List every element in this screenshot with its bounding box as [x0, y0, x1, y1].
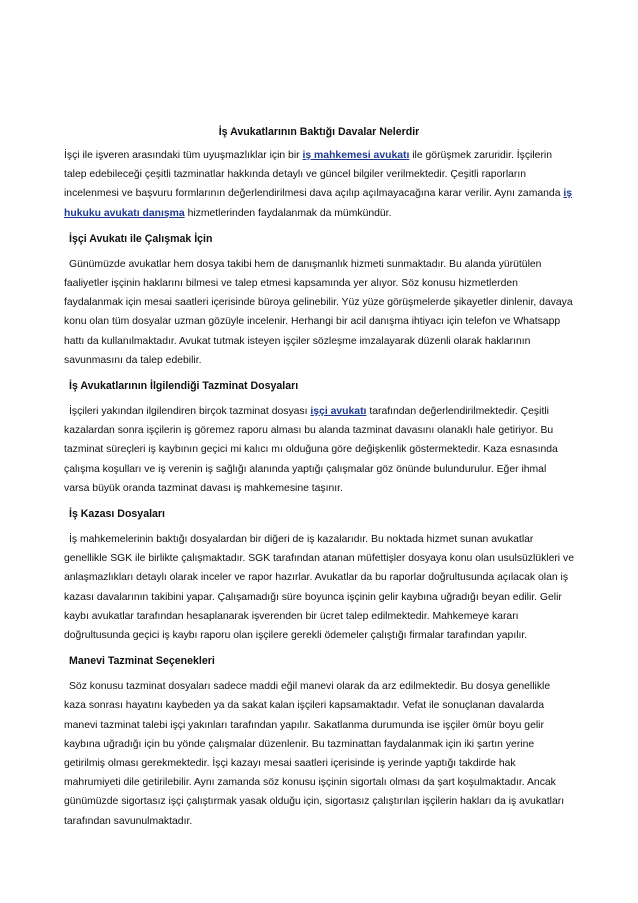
section3-heading: İş Kazası Dosyaları	[69, 508, 165, 521]
section2-heading: İş Avukatlarının İlgilendiği Tazminat Dosyaları	[69, 380, 299, 393]
document-title: İş Avukatlarının Baktığı Davalar Nelerdir	[218, 126, 420, 138]
intro-text-1: İşçi ile işveren arasındaki tüm uyuşmazlıklar için bir	[64, 150, 303, 161]
section4-heading: Manevi Tazminat Seçenekleri	[69, 655, 215, 668]
intro-text-2: ile görüşmek zaruridir. İşçilerin talep edebileceği çeşitli tazminatlar hakkında detaylı ve güncel bilgiler verilmektedir. Çeşitli raporların incelenmesi ve başvuru formlarının değerlendirilmesi dava açılıp açılmayacağına karar verilir. Aynı zamanda	[64, 150, 564, 200]
section2-paragraph	[64, 402, 574, 498]
section2-text-2: tarafından değerlendirilmektedir. Çeşitli kazalardan sonra işçilerin iş göremez raporu alması bu alanda tazminat davasını olanaklı hale getiriyor. Bu tazminat süreçleri iş kaybının geçici mi kalıcı mı olduğuna göre değişkenlik göstermektedir. Kaza esnasında çalışma koşulları ve iş verenin iş sağlığı alanında yaptığı çalışmalar göz önünde bulundurulur. Eğer ihmal varsa büyük oranda tazminat davası iş mahkemesine taşınır.	[64, 406, 558, 494]
section1-paragraph	[64, 255, 574, 370]
document-page	[64, 123, 574, 831]
section4-paragraph	[64, 677, 574, 831]
intro-paragraph	[64, 146, 574, 223]
link-is-mahkemesi-avukati[interactable]: iş mahkemesi avukatı	[302, 150, 410, 161]
link-is-hukuku-avukati-danisma[interactable]: iş hukuku avukatı danışma	[64, 188, 573, 219]
intro-text-3: hizmetlerinden faydalanmak da mümkündür.	[184, 207, 392, 219]
section4-text: Söz konusu tazminat dosyaları sadece maddi eğil manevi olarak da arz edilmektedir. Bu dosya genellikle kaza sonrası hayatını kaybeden ya da sakat kalan işçileri kapsamaktadır. Vefat ile sonuçlanan davalarda manevi tazminat talebi işçi yakınları tarafından yapılır. Sakatlanma durumunda ise işçiler ömür boyu gelir kaybına uğradığı için bu yönde çalışmalar düzenlenir. Bu tazminattan faydalanmak için iki şartın yerine getirilmiş olması gerekmektedir. İşçi kazayı mesai saatleri içerisinde iş yerinde yaptığı takdirde hak mahrumiyeti dile getirilebilir. Aynı zamanda söz konusu işçinin sigortalı olması da şart koşulmaktadır. Ancak günümüzde sigortasız işçi çalıştırmak yasak olduğu için, sigortasız çalıştırılan işçilerin hakları da iş avukatları tarafından savunulmaktadır.	[64, 681, 565, 827]
section2-text-1: İşçileri yakından ilgilendiren birçok tazminat dosyası	[69, 406, 311, 418]
section1-heading: İşçi Avukatı ile Çalışmak İçin	[69, 232, 213, 245]
section3-text: İş mahkemelerinin baktığı dosyalardan bir diğeri de iş kazalarıdır. Bu noktada hizmet sunan avukatlar genellikle SGK ile birlikte çalışmaktadır. SGK tarafından atanan müfettişler dosyaya konu olan usulsüzlükleri ve anlaşmazlıkları detaylı olarak inceler ve rapor hazırlar. Avukatlar da bu raporlar doğrultusunda açılacak olan iş kazası davalarının takibini yapar. Çalışamadığı süre boyunca işçinin gelir kaybına uğradığı beyan edilir. Gelir kaybı avukatlar tarafından hesaplanarak işverenden bir ücret talep edilmektedir. Mahkemeye kararı doğrultusunda geçici iş kaybı raporu olan işçilere gerekli ödemeler çalıştığı firmalar tarafından yapılır.	[64, 534, 574, 642]
section3-paragraph	[64, 530, 574, 645]
link-isci-avukati[interactable]: işçi avukatı	[310, 406, 367, 418]
section1-text: Günümüzde avukatlar hem dosya takibi hem de danışmanlık hizmeti sunmaktadır. Bu alanda yürütülen faaliyetler işçinin haklarını bilmesi ve talep etmesi kapsamında yer alıyor. Söz konusu hizmetlerden faydalanmak için mesai saatleri içerisinde büroya gelinebilir. Yüz yüze görüşmelerde şikayetler dinlenir, davaya konu olan tüm dosyalar uzman gözüyle incelenir. Herhangi bir acil danışma ihtiyacı için telefon ve Whatsapp hattı da kullanılmaktadır. Avukat tutmak isteyen işçiler sözleşme imzalayarak düzenli olarak haklarının savunmasını da talep edebilir.	[64, 258, 573, 366]
